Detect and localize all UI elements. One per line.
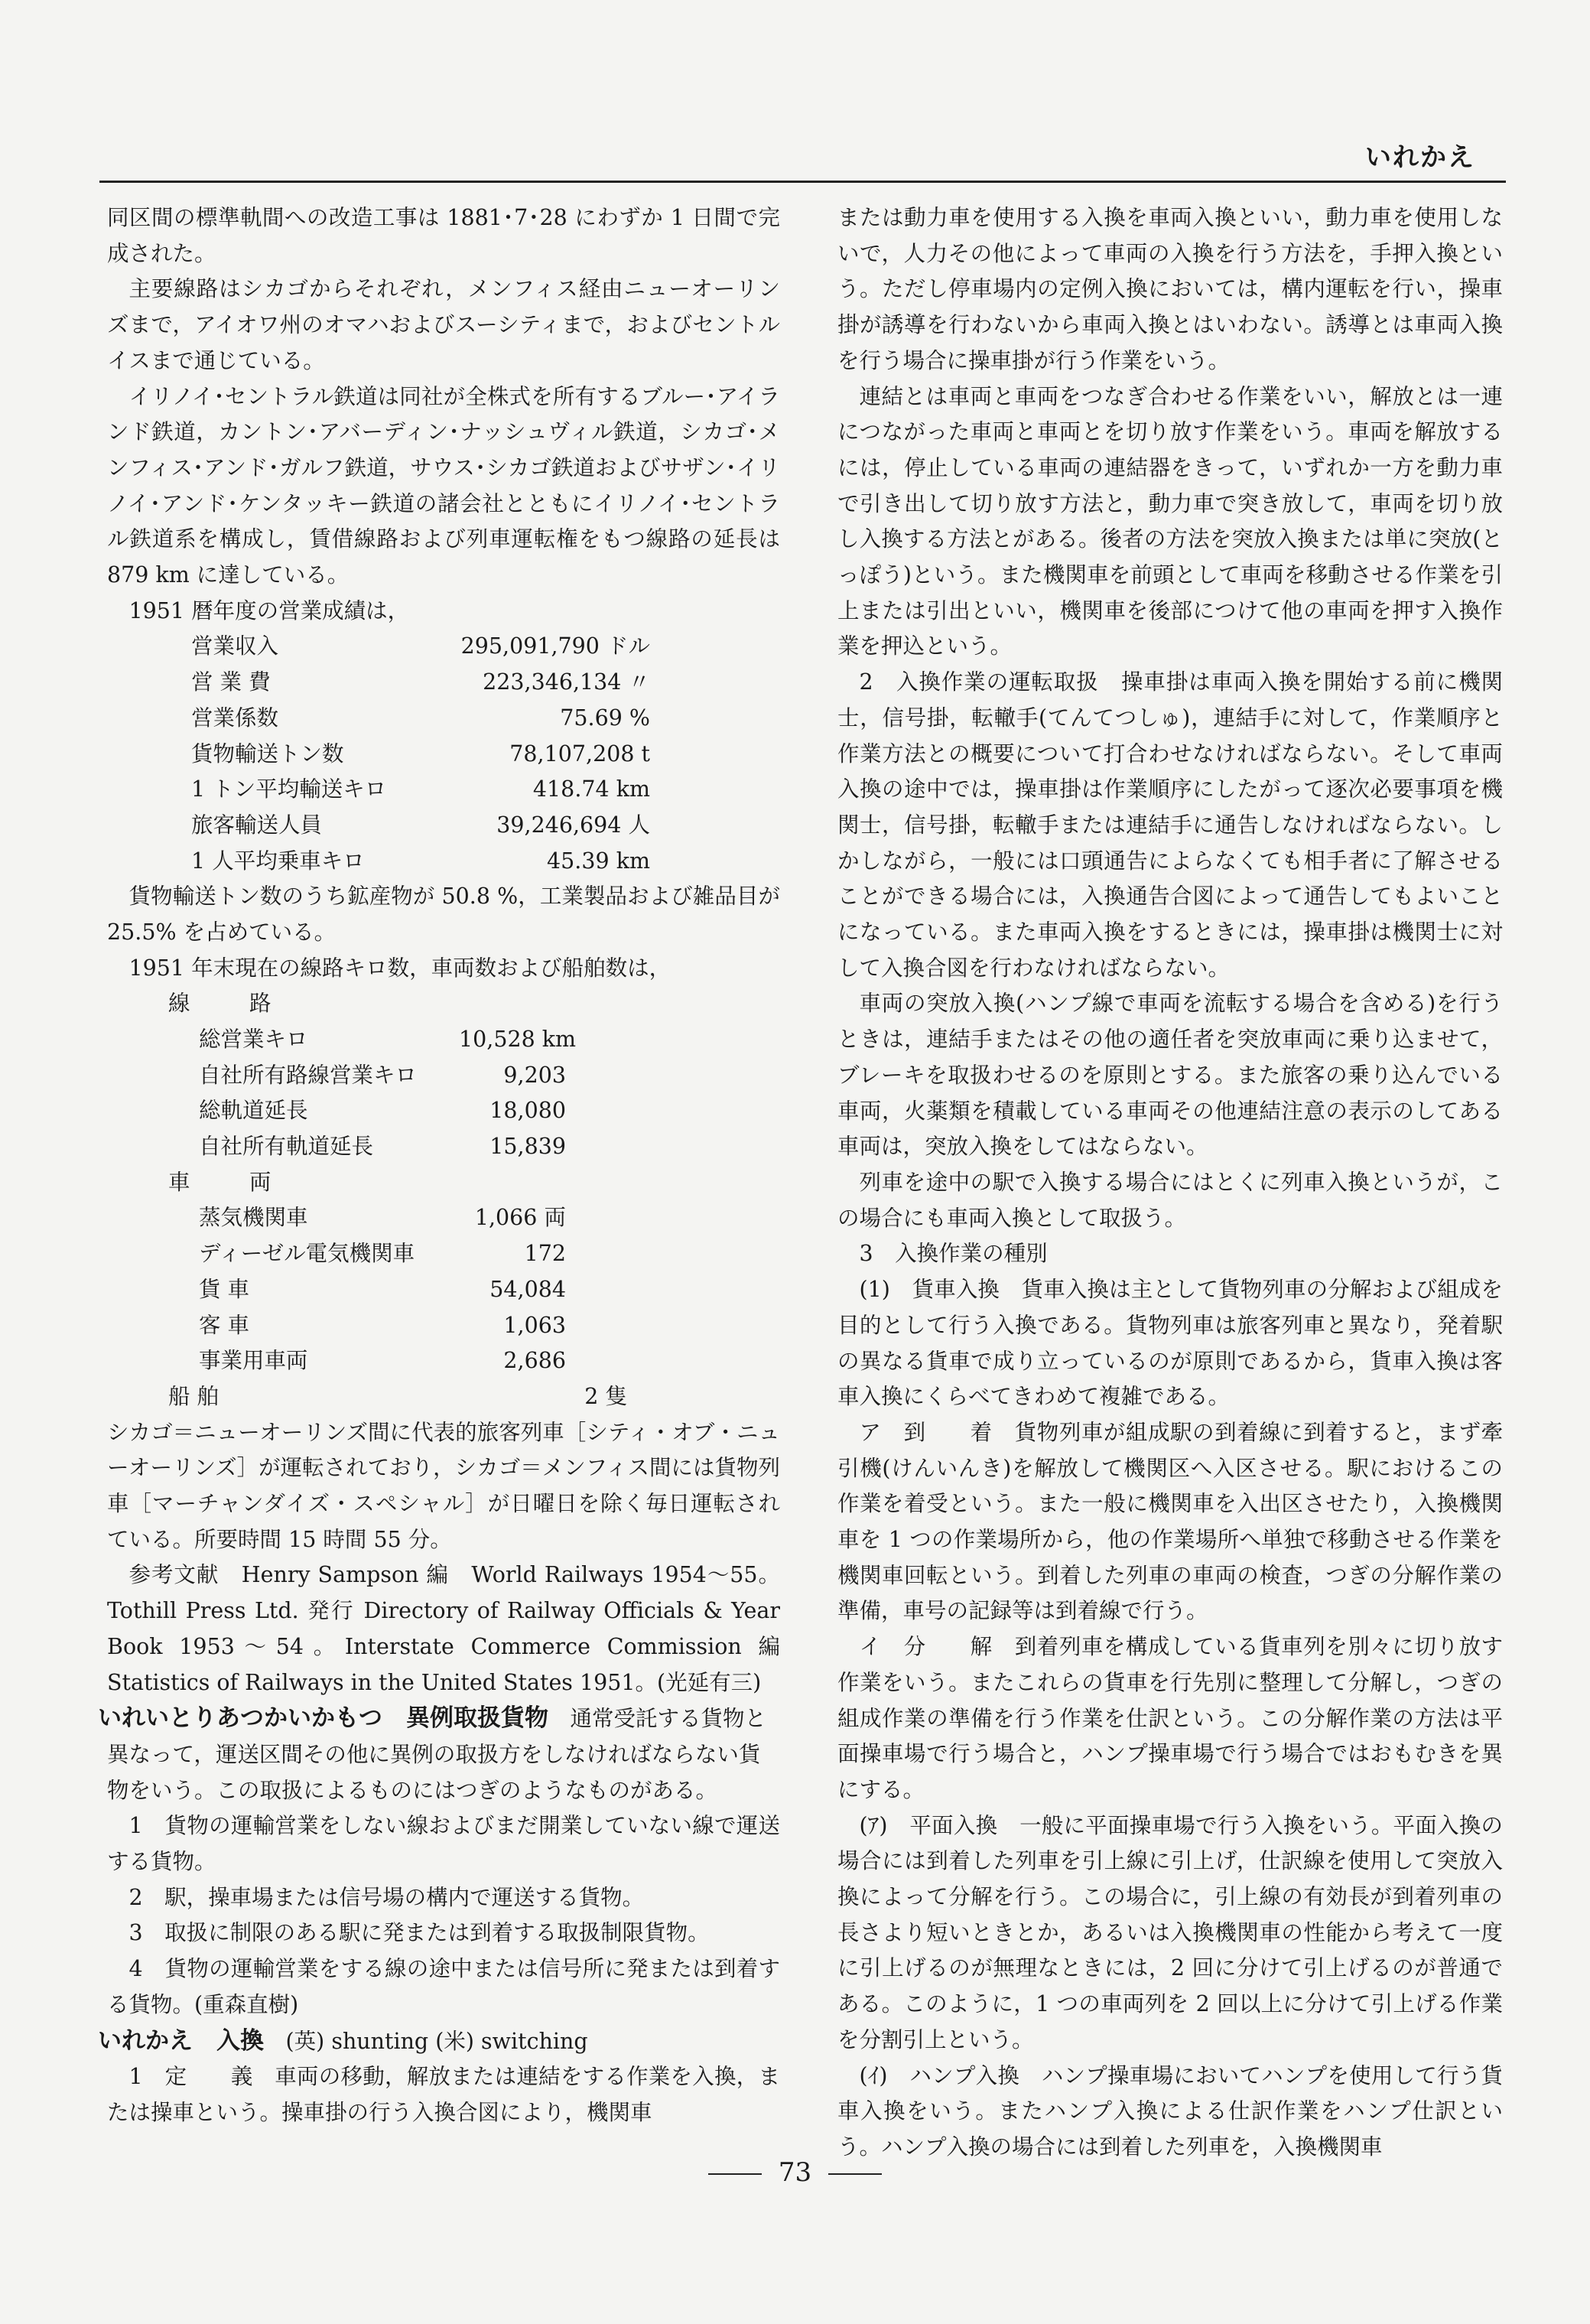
row-label: 総軌道延長 bbox=[199, 1098, 308, 1124]
table-row bbox=[107, 665, 780, 701]
list-item: 3 取扱に制限のある駅に発または到着する取扱制限貨物。 bbox=[128, 1920, 710, 1946]
row-label: 1 トン平均輸送キロ bbox=[191, 776, 387, 802]
row-value: 39,246,694 人 bbox=[496, 812, 650, 838]
row-value: 295,091,790 ドル bbox=[460, 633, 650, 659]
table-row bbox=[107, 844, 780, 880]
paragraph: シカゴ＝ニューオーリンズ間に代表的旅客列車［シティ・オブ・ニューオーリンズ］が運転されており，シカゴ＝メンフィス間には貨物列車［マーチャンダイズ・スペシャル］が日曜日を除く毎日運転されている。所要時間 15 時間 55 分。 bbox=[107, 1419, 780, 1552]
row-label: 客 車 bbox=[199, 1312, 250, 1338]
group-heading: 線 路 bbox=[168, 991, 298, 1017]
paragraph: 同区間の標準軌間への改造工事は 1881･7･28 にわずか 1 日間で完成された。 bbox=[107, 205, 780, 266]
row-label: 事業用車両 bbox=[199, 1348, 308, 1374]
operating-results-table bbox=[107, 629, 780, 879]
row-value: 15,839 bbox=[489, 1134, 566, 1160]
group-heading: 車 両 bbox=[168, 1169, 298, 1195]
table-row bbox=[107, 1308, 780, 1344]
table-row bbox=[107, 772, 780, 808]
paragraph: または動力車を使用する入換を車両入換といい，動力車を使用しないで，人力その他によって車両の入換を行う方法を，手押入換という。ただし停車場内の定例入換においては，構内運転を行い，操車掛が誘導を行わないから車両入換とはいわない。誘導とは車両入換を行う場合に操車掛が行う作業をいう。 bbox=[837, 205, 1503, 373]
row-label: 船 舶 bbox=[168, 1383, 219, 1409]
paragraph: 貨物輸送トン数のうち鉱産物が 50.8 %，工業製品および雑品目が 25.5% を占めている。 bbox=[107, 884, 780, 945]
dictionary-entry bbox=[98, 2023, 780, 2060]
paragraph: 1 定 義 車両の移動，解放または連結をする作業を入換，または操車という。操車掛の行う入換合図により，機関車 bbox=[107, 2064, 780, 2125]
entry-subtitle: (英) shunting (米) switching bbox=[285, 2028, 588, 2054]
list-item: 1 貨物の運輸営業をしない線およびまだ開業していない線で運送する貨物。 bbox=[107, 1813, 780, 1875]
paragraph: 主要線路はシカゴからそれぞれ，メンフィス経由ニューオーリンズまで，アイオワ州のオマハおよびスーシティまで，およびセントルイスまで通じている。 bbox=[107, 276, 780, 373]
paragraph: (ｲ) ハンプ入換 ハンプ操車場においてハンプを使用して行う貨車入換をいう。またハンプ入換による仕訳作業をハンプ仕訳という。ハンプ入換の場合には到着した列車を，入換機関車 bbox=[837, 2062, 1503, 2160]
row-label: 自社所有軌道延長 bbox=[199, 1134, 374, 1160]
paragraph: 連結とは車両と車両をつなぎ合わせる作業をいい，解放とは一連につながった車両と車両とを切り放す作業をいう。車両を解放するには，停止している車両の連結器をきって，いずれか一方を動力車で引き出して切り放す方法と，動力車で突き放して，車両を切り放し入換する方法とがある。後者の方法を突放入換または単に突放(とっぽう)という。また機関車を前頭として車両を移動させる作業を引上または引出といい，機関車を後部につけて他の車両を押す入換作業を押込という。 bbox=[837, 383, 1503, 659]
paragraph: 2 入換作業の運転取扱 操車掛は車両入換を開始する前に機関士，信号掛，転轍手(てんてつしゅ)，連結手に対して，作業順序と作業方法との概要について打合わせなければならない。そして車両入換の途中では，操車掛は作業順序にしたがって逐次必要事項を機関士，信号掛，転轍手または連結手に通告しなければならない。しかしながら，一般には口頭通告によらなくても相手者に了解させることができる場合には，入換通告合図によって通告してもよいことになっている。また車両入換をするときには，操車掛は機関士に対して入換合図を行わなければならない。 bbox=[837, 669, 1503, 981]
list-item: 2 駅，操車場または信号場の構内で運送する貨物。 bbox=[128, 1884, 645, 1910]
entry-body: 通常受託する貨物と異なって，運送区間その他に異例の取扱方をしなければならない貨物をいう。この取扱によるものにはつぎのようなものがある。 bbox=[107, 1706, 767, 1803]
table-row bbox=[107, 1379, 780, 1415]
row-label: 総営業キロ bbox=[199, 1027, 308, 1053]
footer-dash bbox=[828, 2173, 882, 2175]
row-value: 78,107,208 t bbox=[509, 740, 650, 767]
paragraph: 1951 暦年度の営業成績は， bbox=[128, 597, 410, 623]
table-row bbox=[107, 629, 780, 665]
row-label: ディーゼル電気機関車 bbox=[199, 1241, 415, 1267]
row-label: 貨 車 bbox=[199, 1276, 250, 1302]
paragraph: イリノイ･セントラル鉄道は同社が全株式を所有するブルー･アイランド鉄道，カントン･アバーディン･ナッシュヴィル鉄道，シカゴ･メンフィス･アンド･ガルフ鉄道，サウス･シカゴ鉄道およびサザン･イリノイ･アンド･ケンタッキー鉄道の諸会社とともにイリノイ･セントラル鉄道系を構成し，賃借線路および列車運転権をもつ線路の延長は 879 km に達している。 bbox=[107, 383, 780, 588]
row-label: 1 人平均乗車キロ bbox=[191, 848, 365, 874]
table-row bbox=[107, 1093, 780, 1129]
row-value: 2 隻 bbox=[584, 1383, 627, 1409]
right-column bbox=[837, 200, 1503, 2166]
row-label: 営 業 費 bbox=[191, 669, 271, 695]
row-value: 75.69 % bbox=[560, 705, 650, 731]
row-value: 172 bbox=[524, 1241, 566, 1267]
row-value: 10,528 km bbox=[459, 1027, 577, 1053]
row-value: 223,346,134 〃 bbox=[483, 669, 650, 695]
table-row bbox=[107, 701, 780, 737]
table-row bbox=[107, 1200, 780, 1236]
page-number: 73 bbox=[778, 2157, 812, 2188]
table-row bbox=[107, 1058, 780, 1094]
row-value: 2,686 bbox=[503, 1348, 566, 1374]
row-value: 54,084 bbox=[489, 1276, 566, 1302]
dictionary-entry bbox=[98, 1701, 780, 1808]
entry-heading: いれいとりあつかいかもつ 異例取扱貨物 bbox=[98, 1704, 548, 1733]
table-row bbox=[107, 1129, 780, 1165]
row-label: 旅客輸送人員 bbox=[191, 812, 323, 838]
running-header: いれかえ bbox=[1365, 142, 1475, 173]
paragraph: (1) 貨車入換 貨車入換は主として貨物列車の分解および組成を目的として行う入換である。貨物列車は旅客列車と異なり，発着駅の異なる貨車で成り立っているのが原則であるから，貨車入換は客車入換にくらべてきわめて複雑である。 bbox=[837, 1277, 1503, 1410]
paragraph: 1951 年末現在の線路キロ数，車両数および船舶数は， bbox=[128, 955, 671, 981]
page-footer bbox=[0, 2157, 1590, 2188]
row-value: 18,080 bbox=[489, 1098, 566, 1124]
footer-dash bbox=[708, 2173, 762, 2175]
table-row bbox=[107, 808, 780, 844]
header-rule bbox=[99, 181, 1506, 183]
table-row bbox=[107, 1022, 780, 1058]
table-row bbox=[107, 1272, 780, 1308]
table-row bbox=[107, 737, 780, 773]
references: 参考文献 Henry Sampson 編 World Railways 1954～55。Tothill Press Ltd. 発行 Directory of Railway Officials & Year Book 1953～54。Interstate Commerce Commission 編 Statistics of Railways in the United States 1951。(光延有三) bbox=[107, 1562, 780, 1695]
row-value: 9,203 bbox=[503, 1062, 566, 1088]
paragraph: イ 分 解 到着列車を構成している貨車列を別々に切り放す作業をいう。またこれらの貨車を行先別に整理して分解し，つぎの組成作業の準備を行う作業を仕訳という。この分解作業の方法は平面操車場で行う場合と，ハンプ操車場で行う場合ではおもむきを異にする。 bbox=[837, 1634, 1503, 1802]
table-row bbox=[107, 1236, 780, 1272]
row-value: 1,063 bbox=[503, 1312, 566, 1338]
row-label: 自社所有路線営業キロ bbox=[199, 1062, 418, 1088]
paragraph: 車両の突放入換(ハンプ線で車両を流転する場合を含める)を行うときは，連結手またはその他の適任者を突放車両に乗り込ませて，ブレーキを取扱わせるのを原則とする。また旅客の乗り込んでいる車両，火薬類を積載している車両その他連結注意の表示のしてある車両は，突放入換をしてはならない。 bbox=[837, 991, 1503, 1160]
paragraph: 列車を途中の駅で入換する場合にはとくに列車入換というが，この場合にも車両入換として取扱う。 bbox=[837, 1169, 1503, 1231]
row-value: 418.74 km bbox=[532, 776, 650, 802]
row-value: 45.39 km bbox=[547, 848, 650, 874]
paragraph: ア 到 着 貨物列車が組成駅の到着線に到着すると，まず牽引機(けんいんき)を解放して機関区へ入区させる。駅におけるこの作業を着受という。また一般に機関車を入出区させたり，入換機関車を 1 つの作業場所から，他の作業場所へ単独で移動させる作業を機関車回転という。到着した列車の車両の検査，つぎの分解作業の準備，車号の記録等は到着線で行う。 bbox=[837, 1419, 1503, 1624]
row-label: 営業収入 bbox=[191, 633, 279, 659]
list-item: 4 貨物の運輸営業をする線の途中または信号所に発または到着する貨物。(重森直樹) bbox=[107, 1956, 780, 2017]
left-column bbox=[98, 200, 780, 2131]
row-label: 蒸気機関車 bbox=[199, 1205, 308, 1231]
row-label: 営業係数 bbox=[191, 705, 279, 731]
entry-heading: いれかえ 入換 bbox=[98, 2026, 264, 2055]
line-and-vehicle-table bbox=[107, 986, 780, 1414]
row-label: 貨物輸送トン数 bbox=[191, 740, 344, 767]
row-value: 1,066 両 bbox=[474, 1205, 566, 1231]
paragraph: (ｱ) 平面入換 一般に平面操車場で行う入換をいう。平面入換の場合には到着した列車を引上線に引上げ，仕訳線を使用して突放入換によって分解を行う。この場合に，引上線の有効長が到着列車の長さより短いときとか，あるいは入換機関車の性能から考えて一度に引上げるのが無理なときには，2 回に分けて引上げるのが普通である。このように，1 つの車両列を 2 回以上に分けて引上げる作業を分割引上という。 bbox=[837, 1812, 1503, 2052]
subheading: 3 入換作業の種別 bbox=[859, 1241, 1048, 1267]
table-row bbox=[107, 1343, 780, 1379]
